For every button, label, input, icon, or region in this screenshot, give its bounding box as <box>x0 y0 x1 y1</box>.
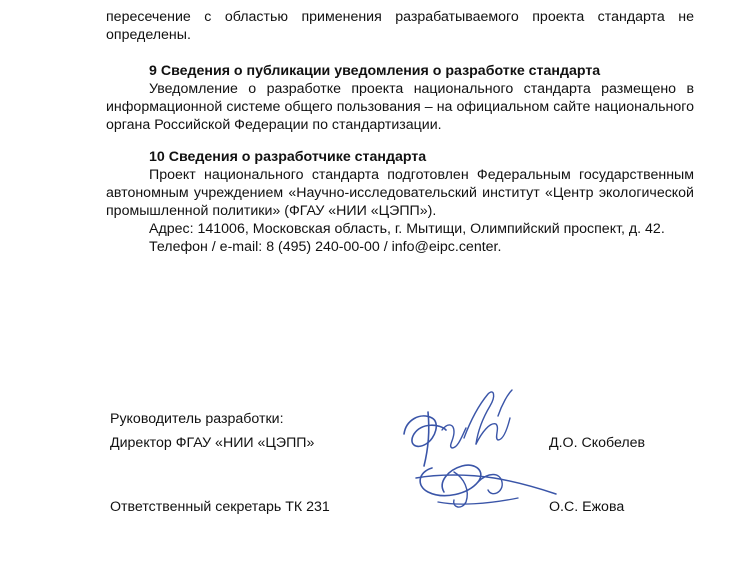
secretary-name: О.С. Ежова <box>549 499 625 515</box>
previous-section-line-1: пересечение с областью применения разрабатываемого проекта стандарта не <box>106 9 694 25</box>
section-10-contacts: Телефон / e-mail: 8 (495) 240-00-00 / info@eipc.center. <box>149 239 502 255</box>
signature-stroke <box>404 416 446 446</box>
signature-stroke <box>476 418 510 444</box>
section-10-address: Адрес: 141006, Московская область, г. Мытищи, Олимпийский проспект, д. 42. <box>149 221 665 237</box>
signature-stroke <box>424 412 429 466</box>
director-title: Директор ФГАУ «НИИ «ЦЭПП» <box>110 435 315 451</box>
development-head-caption: Руководитель разработки: <box>110 411 284 427</box>
section-10 <box>106 148 694 256</box>
section-9 <box>106 62 694 134</box>
signature-stroke <box>464 392 494 444</box>
signature-stroke <box>498 390 512 416</box>
secretary-title: Ответственный секретарь ТК 231 <box>110 499 330 515</box>
signature-stroke <box>420 465 481 496</box>
section-10-heading: 10 Сведения о разработчике стандарта <box>149 149 427 165</box>
previous-section-line-2: определены. <box>106 27 191 43</box>
signature-stroke <box>416 475 556 494</box>
previous-section-tail <box>106 8 694 44</box>
section-9-paragraph: Уведомление о разработке проекта национального стандарта размещено в информационной системе общего пользования – на официальном сайте национального органа Российской Федерации по стандартизации. <box>106 81 694 133</box>
signature-stroke <box>442 425 466 448</box>
handwritten-signature <box>398 382 563 517</box>
signature-stroke <box>454 472 468 507</box>
signature-stroke <box>438 498 518 504</box>
section-9-heading: 9 Сведения о публикации уведомления о разработке стандарта <box>149 63 601 79</box>
section-10-paragraph: Проект национального стандарта подготовлен Федеральным государственным автономным учреждением «Научно-исследовательский институт «Центр экологической промышленной политики» (ФГАУ «НИИ «ЦЭПП»). <box>106 167 694 219</box>
director-name: Д.О. Скобелев <box>549 435 646 451</box>
